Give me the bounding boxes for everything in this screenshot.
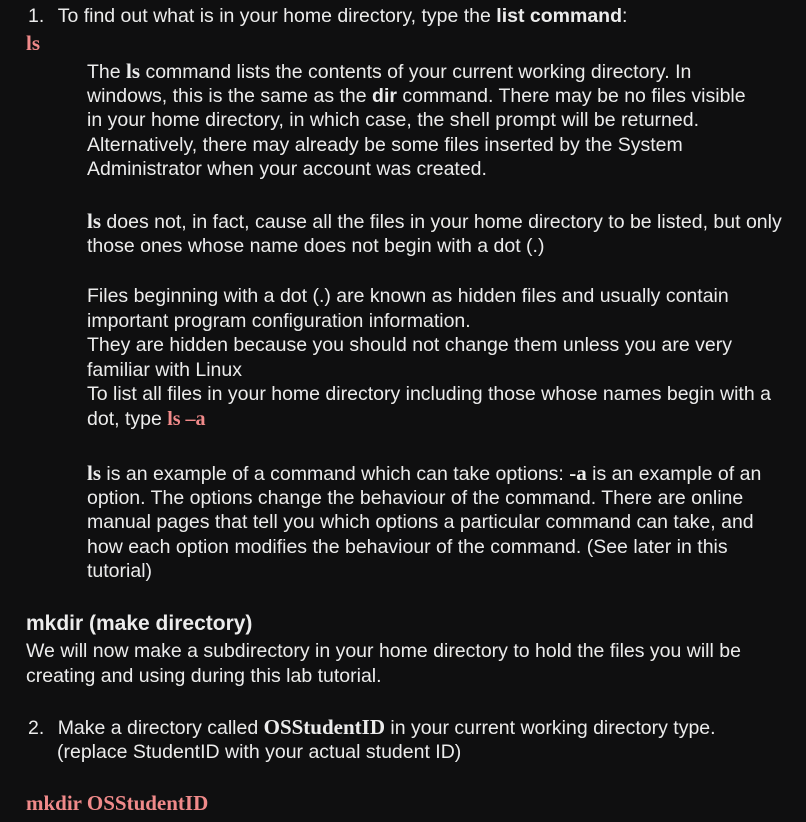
- para4-line5: tutorial): [87, 560, 153, 583]
- hidden-files-paragraph: [87, 284, 806, 432]
- para1-line5: Administrator when your account was created.: [87, 158, 487, 181]
- para2-line2: those ones whose name does not begin with a dot (.): [87, 234, 545, 257]
- mkdir-intro-line1: We will now make a subdirectory in your home directory to hold the files you will be: [26, 640, 741, 662]
- para1-line2: windows, this is the same as the dir command. There may be no files visible: [87, 84, 746, 107]
- item-1-number: 1.: [28, 5, 45, 27]
- item-2-line2: (replace StudentID with your actual student ID): [57, 741, 462, 763]
- list-command-label: list command: [496, 5, 622, 27]
- dir-inline-command: dir: [372, 84, 397, 107]
- ls-inline-command: ls: [87, 209, 102, 233]
- a-option: -a: [569, 461, 587, 485]
- para3-line2: important program configuration information.: [87, 309, 471, 332]
- para1-line3: in your home directory, in which case, the shell prompt will be returned.: [87, 109, 700, 132]
- para2-line1: ls does not, in fact, cause all the files in your home directory to be listed, but only: [87, 209, 782, 233]
- item-1-line: [28, 4, 627, 29]
- ls-command: ls: [26, 31, 41, 55]
- para4-line4: how each option modifies the behaviour of the command. (See later in this: [87, 535, 728, 558]
- para1-line1: The ls command lists the contents of your current working directory. In: [87, 59, 692, 83]
- para4-line2: option. The options change the behaviour of the command. There are online: [87, 486, 744, 509]
- mkdir-command: mkdir OSStudentID: [26, 791, 209, 815]
- item-1-text: To find out what is in your home directory, type the: [57, 5, 497, 27]
- osstudentid-name: OSStudentID: [263, 715, 385, 739]
- para3-line5: To list all files in your home directory including those whose names begin with a: [87, 383, 771, 406]
- para4-line3: manual pages that tell you which options a particular command can take, and: [87, 511, 754, 534]
- para3-line6: dot, type ls –a: [87, 407, 206, 430]
- item-2-number: 2.: [28, 717, 45, 739]
- mkdir-heading: mkdir (make directory): [26, 612, 253, 635]
- ls-inline-command: ls: [87, 461, 102, 485]
- item-2-line1: 2. Make a directory called OSStudentID in your current working directory type.: [28, 715, 716, 739]
- para3-line4: familiar with Linux: [87, 358, 242, 381]
- options-paragraph: [87, 461, 806, 584]
- para3-line1: Files beginning with a dot (.) are known as hidden files and usually contain: [87, 285, 729, 307]
- mkdir-intro-line2: creating and using during this lab tutorial.: [26, 664, 382, 687]
- ls-description-paragraph: [87, 59, 806, 182]
- mkdir-intro: [26, 639, 806, 688]
- ls-dotfiles-paragraph: [87, 209, 806, 258]
- para1-line4: Alternatively, there may already be some files inserted by the System: [87, 133, 683, 156]
- para4-line1: ls is an example of a command which can take options: -a is an example of an: [87, 461, 762, 485]
- ls-a-command: ls –a: [167, 407, 206, 430]
- item-1-colon: :: [622, 5, 628, 27]
- ls-inline-command: ls: [126, 59, 141, 83]
- para3-line3: They are hidden because you should not change them unless you are very: [87, 334, 732, 357]
